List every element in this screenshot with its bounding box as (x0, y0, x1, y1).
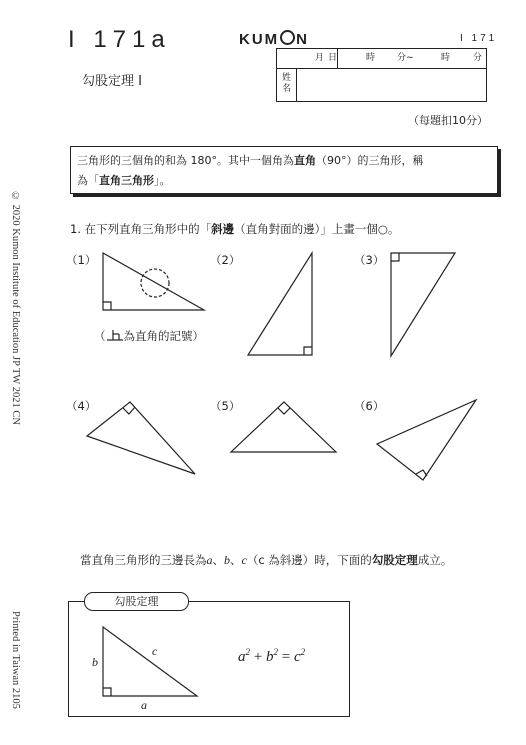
condition-var-b: b (224, 553, 230, 567)
triangle-label-2: （2） (210, 253, 241, 267)
definition-text: 」。 (154, 174, 171, 187)
condition-text: 成立。 (417, 553, 453, 567)
formula-exp-a: 2 (245, 647, 250, 657)
triangle-label-5: （5） (210, 399, 241, 413)
side-label-c: c (152, 644, 158, 658)
points-note: （每題扣10分） (408, 114, 488, 127)
theorem-title: 勾股定理 (84, 592, 189, 611)
formula-exp-b: 2 (273, 647, 278, 657)
formula-plus: + (250, 649, 266, 665)
name-label-2: 名 (281, 84, 291, 94)
formula-exp-c: 2 (300, 647, 306, 657)
triangle-label-3: （3） (354, 253, 385, 267)
triangle-label-4: （4） (66, 399, 97, 413)
minute-start-label: 分~ (397, 53, 414, 63)
name-label-1: 姓 (281, 73, 291, 83)
copyright-notice: © 2020 Kumon Institute of Education JP TW 2021 CN (10, 191, 21, 425)
triangle-5 (231, 402, 336, 452)
definition-text: 為「 (77, 174, 99, 187)
triangle-1 (103, 253, 204, 310)
theorem-condition (80, 552, 452, 568)
triangle-6 (377, 400, 476, 480)
condition-term-theorem: 勾股定理 (371, 553, 418, 567)
condition-sep: 、 (212, 553, 224, 567)
triangle-4 (87, 402, 195, 474)
definition-text: （90°）的三角形，稱 (316, 154, 424, 167)
worksheet-code-small: I 171 (460, 33, 498, 44)
worksheet-code: I 171a (68, 26, 171, 53)
triangle-label-1: （1） (66, 253, 97, 267)
definition-term-right-angle: 直角 (294, 154, 316, 167)
brand-text-start: KUM (239, 31, 280, 48)
condition-text: （c 為斜邊）時，下面的 (246, 553, 372, 567)
question-text: （直角對面的邊）」上畫一個○。 (234, 222, 400, 236)
question-term-hypotenuse: 斜邊 (211, 222, 235, 236)
triangle-3 (391, 253, 455, 356)
question-text: 1. 在下列直角三角形中的「 (70, 222, 212, 236)
worksheet-subject: 勾股定理 I (82, 74, 142, 89)
theorem-box (68, 601, 350, 717)
day-label: 日 (328, 53, 338, 63)
formula-b: b (265, 649, 274, 665)
pythagorean-formula (238, 647, 305, 666)
minute-end-label: 分 (473, 53, 483, 63)
condition-var-c: c (241, 553, 247, 567)
formula-c: c (293, 649, 301, 665)
brand-text-end: N (296, 31, 310, 48)
note-text: 為直角的記號） (123, 329, 204, 343)
triangle-2 (248, 253, 312, 355)
definition-term-right-triangle: 直角三角形 (99, 174, 154, 187)
triangle-label-6: （6） (354, 399, 385, 413)
note-paren: （ (94, 329, 106, 343)
side-label-a: a (141, 698, 147, 712)
printed-notice: Printed in Taiwan 2105 (10, 611, 21, 709)
hour-start-label: 時 (366, 53, 376, 63)
side-label-b: b (92, 655, 98, 669)
formula-equals: = (277, 649, 294, 665)
condition-sep: 、 (230, 553, 242, 567)
hour-end-label: 時 (441, 53, 451, 63)
month-label: 月 (315, 53, 325, 63)
formula-a: a (238, 649, 246, 665)
definition-text: 三角形的三個角的和為 180°。其中一個角為 (77, 154, 294, 167)
condition-var-a: a (206, 553, 213, 567)
condition-text: 當直角三角形的三邊長為 (80, 553, 207, 567)
